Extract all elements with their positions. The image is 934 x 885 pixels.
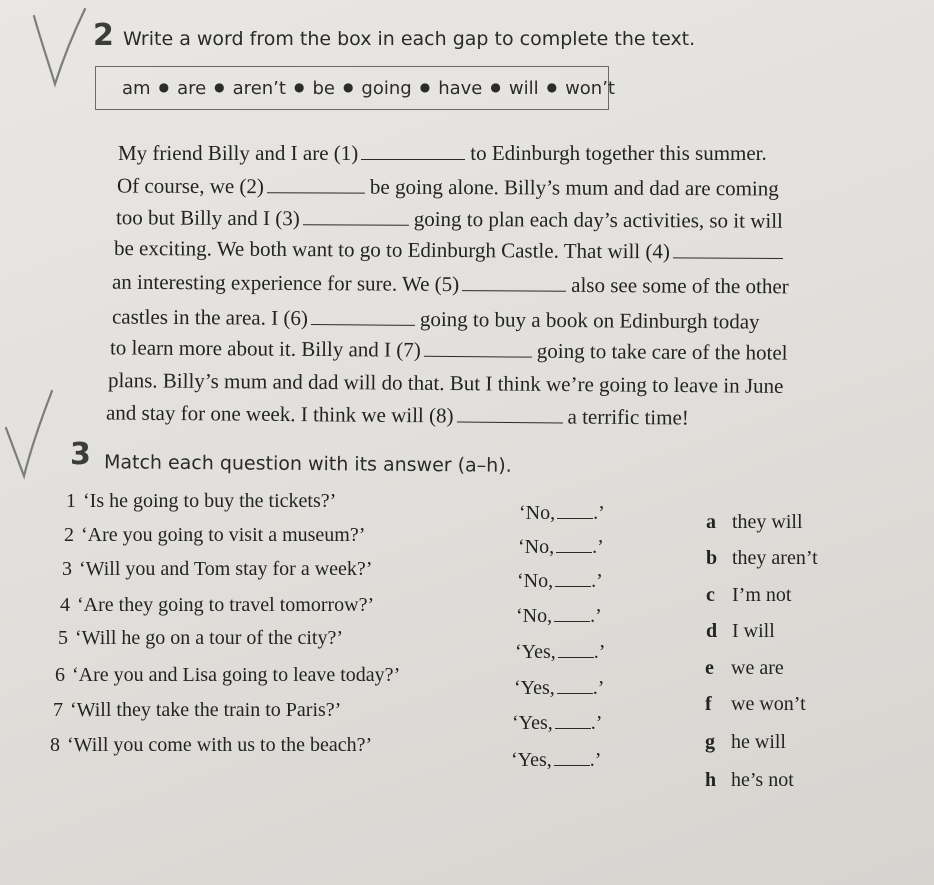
question-number: 4 — [60, 594, 70, 616]
question-number: 3 — [62, 558, 72, 580]
exercise-2-number: 2 — [93, 18, 114, 53]
text-line — [108, 368, 784, 398]
box-word: be — [312, 77, 335, 99]
bullet-icon: ● — [214, 80, 225, 94]
question-text: ‘Are they going to travel tomorrow?’ — [77, 594, 375, 616]
reply-item — [514, 676, 604, 700]
answer-item — [705, 656, 784, 680]
text-segment: also see some of the other — [571, 272, 789, 299]
text-line — [116, 205, 783, 232]
answer-letter: g — [705, 731, 715, 753]
question-item — [48, 523, 365, 547]
reply-word: ‘No, — [517, 570, 554, 592]
text-segment: castles in the area. I (6) — [111, 304, 309, 330]
reply-end: .’ — [589, 749, 602, 771]
answer-item — [706, 583, 791, 607]
box-word: have — [438, 77, 483, 99]
reply-gap-1[interactable] — [557, 504, 593, 519]
question-item — [42, 626, 343, 650]
answer-text: we won’t — [731, 693, 806, 715]
answer-item — [706, 546, 818, 570]
reply-end: .’ — [593, 502, 605, 524]
exercise-3-instructions: Match each question with its answer (a–h). — [103, 451, 512, 477]
bullet-icon: ● — [546, 80, 558, 94]
text-segment: Of course, we (2) — [116, 173, 265, 199]
question-number: 7 — [53, 699, 63, 721]
text-segment: to Edinburgh together this summer. — [470, 141, 767, 165]
exercise-2-instructions: Write a word from the box in each gap to complete the text. — [123, 28, 696, 50]
text-line — [118, 141, 767, 165]
reply-item — [518, 535, 604, 559]
question-item — [44, 593, 374, 617]
question-text: ‘Is he going to buy the tickets?’ — [83, 490, 337, 512]
reply-end: .’ — [590, 712, 603, 734]
reply-word: ‘Yes, — [512, 712, 553, 734]
answer-item — [705, 768, 794, 792]
reply-gap-5[interactable] — [558, 643, 594, 658]
box-word: will — [508, 77, 539, 99]
reply-end: .’ — [590, 605, 602, 627]
answer-letter: d — [706, 620, 718, 642]
reply-item — [515, 640, 605, 664]
question-text: ‘Will you come with us to the beach?’ — [67, 734, 373, 756]
text-segment: going to buy a book on Edinburgh today — [419, 306, 760, 334]
question-text: ‘Are you going to visit a museum?’ — [81, 524, 366, 546]
text-line — [110, 335, 788, 364]
gap-blank-1[interactable] — [361, 143, 465, 160]
text-line — [112, 304, 760, 333]
question-item — [46, 557, 372, 581]
answer-letter: f — [705, 693, 712, 715]
reply-word: ‘No, — [516, 605, 553, 627]
question-item — [39, 663, 400, 687]
reply-gap-4[interactable] — [554, 607, 590, 622]
text-segment: to learn more about it. Billy and I (7) — [109, 335, 421, 362]
answer-text: we are — [731, 657, 784, 679]
bullet-icon: ● — [490, 80, 501, 94]
reply-end: .’ — [592, 536, 604, 558]
answer-item — [705, 730, 786, 754]
answer-letter: h — [705, 769, 717, 791]
reply-item — [519, 501, 605, 525]
text-line — [114, 236, 788, 264]
reply-end: .’ — [592, 677, 605, 699]
bullet-icon: ● — [419, 80, 431, 94]
pencil-checkmark-icon — [2, 388, 62, 480]
gap-blank-3[interactable] — [303, 208, 409, 226]
box-word: won’t — [565, 77, 615, 99]
reply-gap-3[interactable] — [555, 572, 591, 587]
bullet-icon: ● — [342, 80, 354, 94]
reply-end: .’ — [591, 570, 603, 592]
reply-word: ‘Yes, — [514, 677, 555, 699]
answer-letter: c — [706, 584, 715, 606]
gap-blank-7[interactable] — [424, 340, 532, 358]
question-number: 1 — [66, 490, 76, 512]
answer-text: I will — [732, 620, 775, 642]
gap-blank-8[interactable] — [457, 406, 563, 424]
reply-gap-8[interactable] — [554, 751, 590, 766]
question-number: 8 — [50, 734, 60, 756]
reply-item — [517, 569, 603, 593]
question-text: ‘Are you and Lisa going to leave today?’ — [72, 664, 401, 686]
answer-letter: e — [705, 657, 714, 679]
reply-gap-6[interactable] — [557, 679, 593, 694]
reply-gap-2[interactable] — [556, 538, 592, 553]
text-segment: going to take care of the hotel — [536, 338, 788, 365]
gap-blank-2[interactable] — [267, 176, 365, 193]
answer-text: I’m not — [732, 584, 792, 606]
gap-blank-6[interactable] — [311, 308, 415, 326]
question-item — [50, 489, 336, 513]
gap-blank-5[interactable] — [462, 274, 566, 292]
reply-word: ‘No, — [518, 536, 555, 558]
text-segment: a terrific time! — [567, 404, 689, 430]
answer-item — [705, 692, 806, 716]
text-line — [117, 174, 779, 201]
text-segment: and stay for one week. I think we will (8) — [105, 400, 454, 428]
answer-item — [706, 510, 803, 534]
bullet-icon: ● — [293, 80, 305, 94]
pencil-checkmark-icon — [28, 6, 88, 92]
text-line — [112, 270, 789, 299]
question-number: 6 — [55, 664, 65, 686]
question-number: 2 — [64, 524, 74, 546]
word-box — [95, 66, 615, 110]
answer-text: they will — [732, 511, 803, 533]
reply-item — [512, 711, 602, 735]
reply-item — [511, 748, 601, 772]
reply-word: ‘Yes, — [515, 641, 556, 663]
answer-item — [706, 619, 775, 643]
question-item — [34, 733, 372, 757]
text-segment: be going alone. Billy’s mum and dad are coming — [369, 174, 779, 201]
box-word: going — [361, 77, 412, 99]
reply-word: ‘Yes, — [511, 749, 552, 771]
exercise-3-number: 3 — [70, 437, 91, 472]
bullet-icon: ● — [158, 80, 170, 94]
reply-word: ‘No, — [519, 502, 556, 524]
answer-letter: b — [706, 547, 718, 569]
box-word: aren’t — [232, 77, 286, 99]
gap-blank-4[interactable] — [673, 241, 783, 259]
text-segment: going to plan each day’s activities, so it will — [413, 206, 783, 233]
box-word: am — [122, 77, 151, 99]
text-segment: plans. Billy’s mum and dad will do that. But I think we’re going to leave in June — [107, 368, 784, 398]
reply-item — [516, 604, 602, 628]
text-line — [106, 400, 689, 429]
text-segment: an interesting experience for sure. We (5) — [111, 269, 460, 297]
question-number: 5 — [58, 627, 68, 649]
answer-text: he will — [731, 731, 786, 753]
answer-letter: a — [706, 511, 716, 533]
text-segment: My friend Billy and I are (1) — [118, 141, 359, 165]
question-item — [37, 698, 341, 722]
question-text: ‘Will they take the train to Paris?’ — [70, 699, 342, 721]
text-segment: too but Billy and I (3) — [115, 205, 300, 231]
box-word: are — [177, 77, 207, 99]
answer-text: they aren’t — [732, 547, 818, 569]
reply-gap-7[interactable] — [555, 714, 591, 729]
question-text: ‘Will he go on a tour of the city?’ — [75, 627, 343, 649]
text-segment: be exciting. We both want to go to Edinburgh Castle. That will (4) — [113, 235, 670, 264]
question-text: ‘Will you and Tom stay for a week?’ — [79, 558, 373, 580]
reply-end: .’ — [593, 641, 606, 663]
answer-text: he’s not — [731, 769, 794, 791]
